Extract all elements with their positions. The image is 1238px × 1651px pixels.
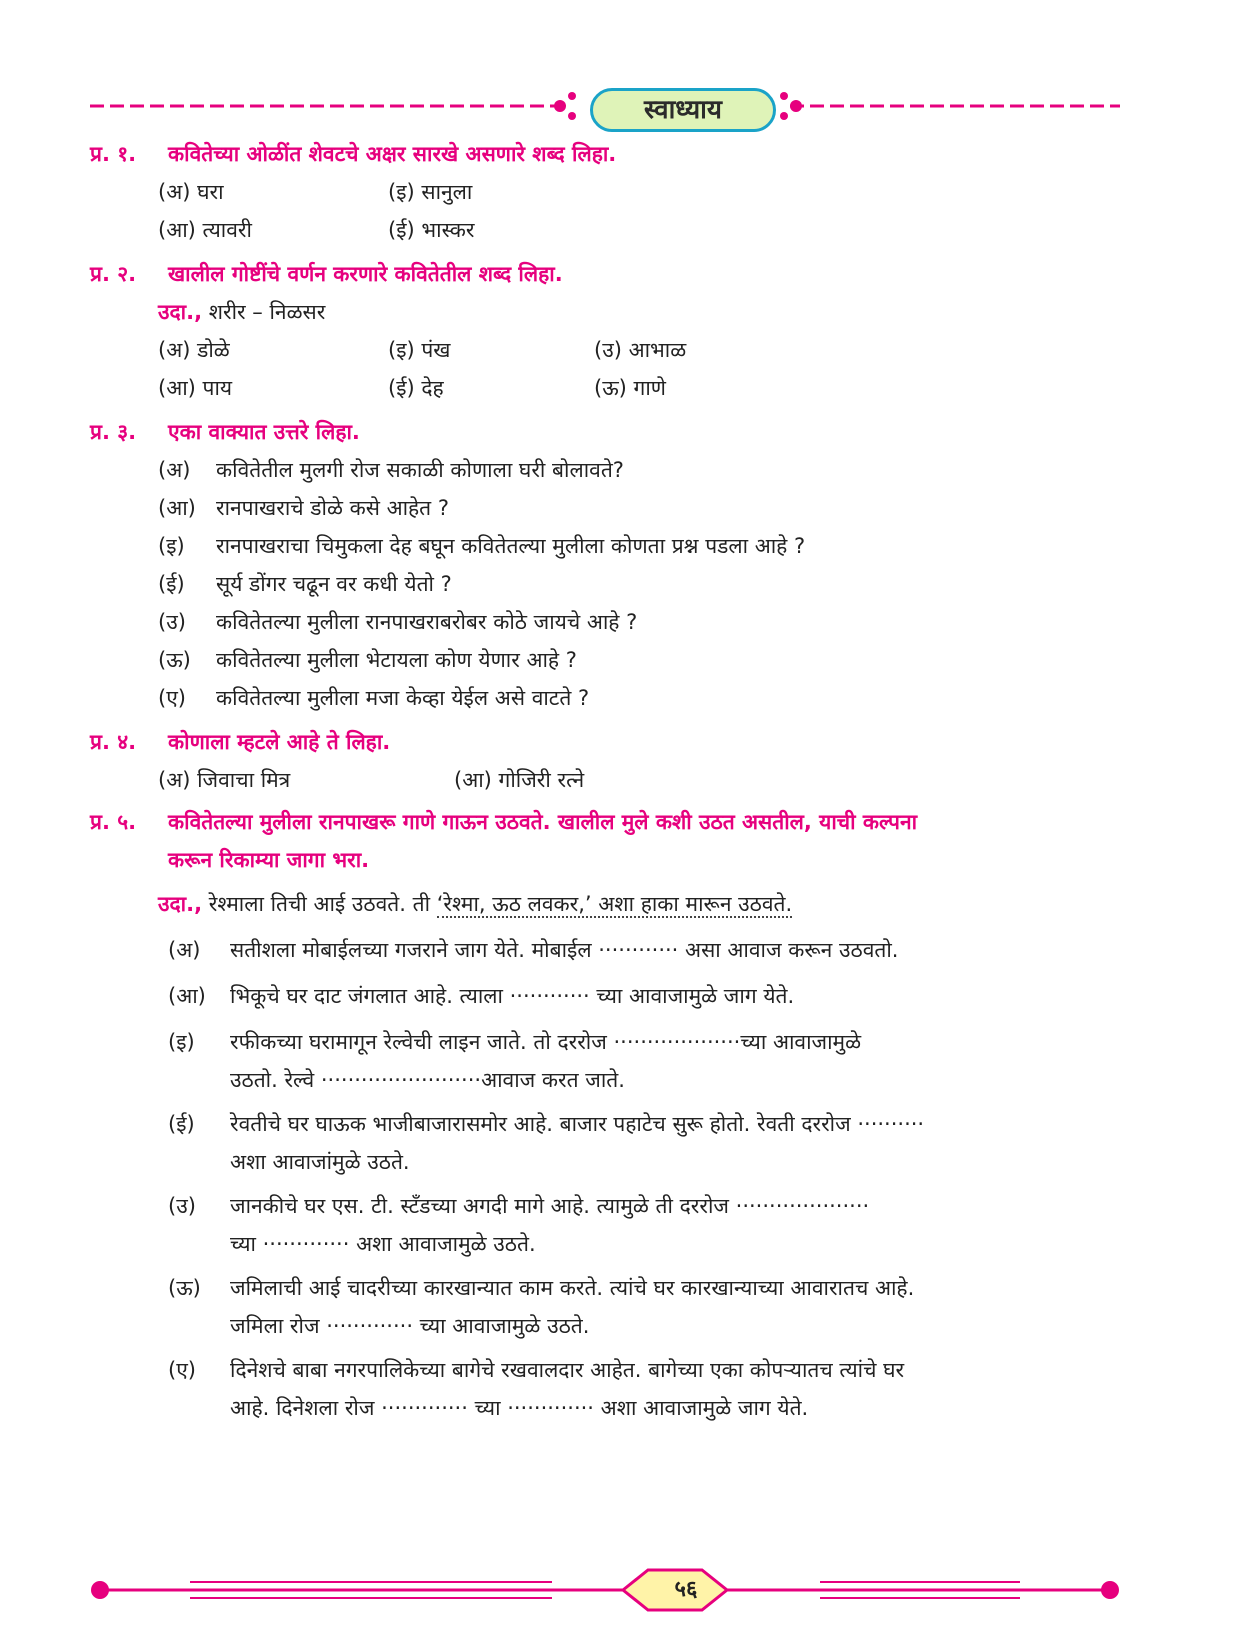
fill-blank-item: रेवतीचे घर घाऊक भाजीबाजारासमोर आहे. बाजार पहाटेच सुरू होतो. रेवती दररोज ·········· [230, 1112, 925, 1136]
example-text: शरीर – निळसर [202, 300, 326, 324]
question-1 [90, 134, 616, 174]
question-text: कोणाला म्हटले आहे ते लिहा. [168, 730, 391, 754]
fill-blank-item: भिकूचे घर दाट जंगलात आहे. त्याला ············ च्या आवाजामुळे जाग येते. [230, 984, 795, 1008]
example-label: उदा., [158, 892, 203, 916]
item-label: (ए) [158, 686, 186, 710]
item-text: रानपाखराचे डोळे कसे आहेत ? [216, 496, 449, 520]
list-item [158, 602, 637, 642]
question-3 [90, 412, 360, 452]
question-2 [90, 254, 563, 294]
list-item: (अ) डोळे [158, 338, 230, 362]
question-number: प्र. ३. [90, 420, 137, 444]
item-text: सूर्य डोंगर चढून वर कधी येतो ? [216, 572, 452, 596]
fill-blank-item-continued: उठतो. रेल्वे ························आवाज करत जाते. [230, 1068, 625, 1092]
footer-decoration [90, 1568, 1120, 1612]
list-item [158, 564, 452, 604]
example-label: उदा., [158, 300, 203, 324]
list-item [158, 450, 624, 490]
fill-blank-item: दिनेशचे बाबा नगरपालिकेच्या बागेचे रखवालदार आहेत. बागेच्या एका कोपऱ्यातच त्यांचे घर [230, 1358, 905, 1382]
question-text: कवितेच्या ओळींत शेवटचे अक्षर सारखे असणारे शब्द लिहा. [168, 142, 617, 166]
list-item: (ऊ) गाणे [594, 376, 666, 400]
header-banner [90, 82, 1120, 140]
item-label: (ऊ) [168, 1276, 201, 1300]
item-label: (अ) [158, 458, 191, 482]
question-4 [90, 722, 390, 762]
question-text: खालील गोष्टींचे वर्णन करणारे कवितेतील शब्द लिहा. [168, 262, 563, 286]
fill-blank-item: रफीकच्या घरामागून रेल्वेची लाइन जाते. तो दररोज ···················च्या आवाजामुळे [230, 1030, 862, 1054]
question-number: प्र. ५. [90, 810, 137, 834]
list-item: (ई) भास्कर [388, 218, 475, 242]
fill-blank-item-continued: च्या ············· अशा आवाजामुळे उठते. [230, 1232, 536, 1256]
example-line [158, 884, 792, 924]
item-label: (ई) [158, 572, 185, 596]
fill-blank-item: जानकीचे घर एस. टी. स्टँडच्या अगदी मागे आहे. त्यामुळे ती दररोज ···················· [230, 1194, 870, 1218]
item-text: रानपाखराचा चिमुकला देह बघून कवितेतल्या मुलीला कोणता प्रश्न पडला आहे ? [216, 534, 806, 558]
item-label: (ई) [168, 1112, 195, 1136]
item-label: (ऊ) [158, 648, 191, 672]
item-text: कवितेतल्या मुलीला भेटायला कोण येणार आहे ? [216, 648, 577, 672]
example-answer: ‘रेश्मा, ऊठ लवकर,’ अशा हाका मारून उठवते. [436, 892, 793, 916]
question-number: प्र. ४. [90, 730, 137, 754]
footer-ornament [90, 1568, 1120, 1612]
item-label: (उ) [158, 610, 186, 634]
item-text: कवितेतल्या मुलीला मजा केव्हा येईल असे वाटते ? [216, 686, 590, 710]
list-item: (ई) देह [388, 376, 444, 400]
question-text: कवितेतल्या मुलीला रानपाखरू गाणे गाऊन उठवते. खालील मुले कशी उठत असतील, याची कल्पना [168, 810, 918, 834]
page-number: ५६ [674, 1577, 698, 1602]
item-text: कवितेतल्या मुलीला रानपाखराबरोबर कोठे जायचे आहे ? [216, 610, 638, 634]
item-label: (इ) [158, 534, 185, 558]
list-item: (इ) सानुला [388, 180, 473, 204]
list-item: (आ) गोजिरी रत्ने [454, 768, 585, 792]
list-item: (अ) घरा [158, 180, 224, 204]
fill-blank-item-continued: आहे. दिनेशला रोज ············· च्या ············· अशा आवाजामुळे जाग येते. [230, 1396, 809, 1420]
item-label: (इ) [168, 1030, 195, 1054]
list-item: (अ) जिवाचा मित्र [158, 768, 291, 792]
fill-blank-item-continued: जमिला रोज ············· च्या आवाजामुळे उठते. [230, 1314, 590, 1338]
page-title: स्वाध्याय [590, 88, 776, 132]
list-item: (उ) आभाळ [594, 338, 687, 362]
question-number: प्र. २. [90, 262, 137, 286]
list-item [158, 640, 577, 680]
item-label: (आ) [158, 496, 196, 520]
list-item [158, 678, 589, 718]
question-text: एका वाक्यात उत्तरे लिहा. [168, 420, 360, 444]
question-text-continued: करून रिकाम्या जागा भरा. [168, 848, 370, 872]
example-text: रेश्माला तिची आई उठवते. ती [202, 892, 437, 916]
fill-blank-item: जमिलाची आई चादरीच्या कारखान्यात काम करते. त्यांचे घर कारखान्याच्या आवारातच आहे. [230, 1276, 915, 1300]
list-item [158, 526, 805, 566]
item-label: (आ) [168, 984, 206, 1008]
item-text: कवितेतील मुलगी रोज सकाळी कोणाला घरी बोलावते? [216, 458, 624, 482]
item-label: (अ) [168, 938, 201, 962]
item-label: (उ) [168, 1194, 196, 1218]
list-item: (आ) पाय [158, 376, 233, 400]
list-item: (आ) त्यावरी [158, 218, 252, 242]
question-number: प्र. १. [90, 142, 137, 166]
fill-blank-item-continued: अशा आवाजांमुळे उठते. [230, 1150, 410, 1174]
fill-blank-item: सतीशला मोबाईलच्या गजराने जाग येते. मोबाईल ············ असा आवाज करून उठवतो. [230, 938, 899, 962]
list-item: (इ) पंख [388, 338, 451, 362]
example-line [158, 292, 325, 332]
list-item [158, 488, 449, 528]
item-label: (ए) [168, 1358, 196, 1382]
question-5 [90, 802, 917, 842]
